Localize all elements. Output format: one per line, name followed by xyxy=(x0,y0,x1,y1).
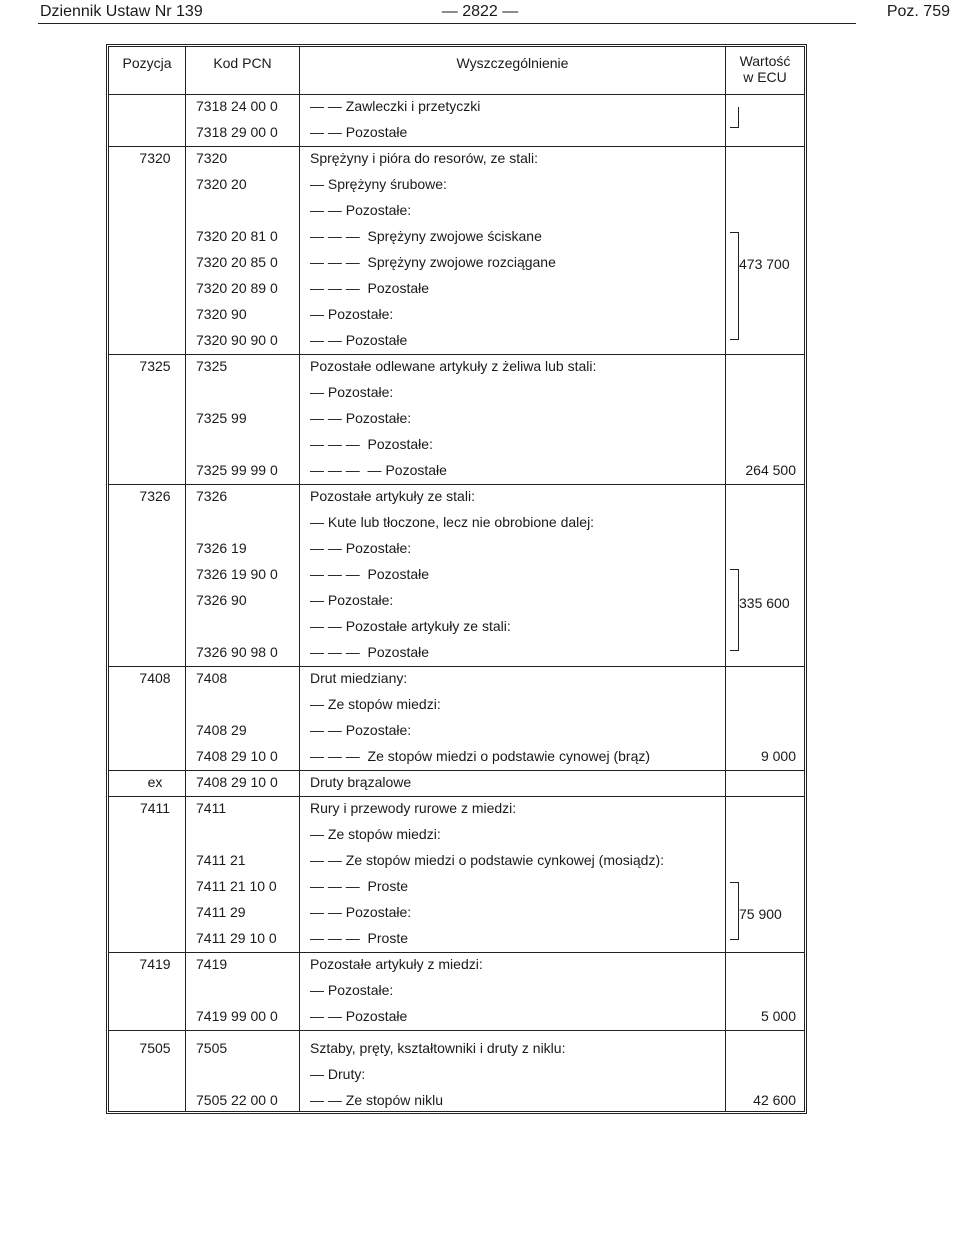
wyszczegolnienie-cell: — — — Pozostałe xyxy=(310,280,430,296)
section-divider xyxy=(109,770,804,771)
kod-pcn-cell: 7411 29 10 0 xyxy=(196,930,277,946)
table-row xyxy=(109,224,804,250)
kod-pcn-cell: 7419 99 00 0 xyxy=(196,1008,278,1024)
col-header-wartosc-line1: Wartość xyxy=(739,53,791,69)
wartosc-cell: 9 000 xyxy=(760,748,796,764)
header-rule xyxy=(38,23,856,24)
table-row xyxy=(109,744,804,770)
section-divider xyxy=(109,1030,804,1031)
wyszczegolnienie-cell: — Druty: xyxy=(310,1066,366,1082)
kod-pcn-cell: 7325 99 xyxy=(196,410,247,426)
col-header-wartosc xyxy=(726,53,804,85)
section-divider xyxy=(109,952,804,953)
wyszczegolnienie-cell: — — — Proste xyxy=(310,930,409,946)
pozycja-cell: 7326 xyxy=(139,488,171,504)
wyszczegolnienie-cell: Druty brązalowe xyxy=(310,774,412,790)
wyszczegolnienie-cell: — — — Proste xyxy=(310,878,409,894)
wyszczegolnienie-cell: — — — Pozostałe xyxy=(310,566,430,582)
kod-pcn-cell: 7326 19 90 0 xyxy=(196,566,278,582)
table-row xyxy=(109,354,804,380)
pozycja-cell: 7320 xyxy=(139,150,171,166)
table-row xyxy=(109,536,804,562)
wyszczegolnienie-cell: — — Ze stopów niklu xyxy=(310,1092,444,1108)
kod-pcn-cell: 7320 20 81 0 xyxy=(196,228,278,244)
wyszczegolnienie-cell: — — Ze stopów miedzi o podstawie cynkowej (mosiądz): xyxy=(310,852,665,868)
wyszczegolnienie-cell: Sztaby, pręty, kształtowniki i druty z niklu: xyxy=(310,1040,566,1056)
section-divider xyxy=(109,796,804,797)
wyszczegolnienie-cell: — — — Sprężyny zwojowe ściskane xyxy=(310,228,542,244)
kod-pcn-cell: 7320 20 85 0 xyxy=(196,254,278,270)
wyszczegolnienie-cell: — — Pozostałe: xyxy=(310,904,412,920)
table-row xyxy=(109,406,804,432)
kod-pcn-cell: 7419 xyxy=(196,956,228,972)
table-row xyxy=(109,484,804,510)
wyszczegolnienie-cell: Sprężyny i pióra do resorów, ze stali: xyxy=(310,150,538,166)
col-header-wartosc-line2: w ECU xyxy=(743,69,787,85)
pozycja-cell: 7505 xyxy=(139,1040,171,1056)
col-header-wyszczegolnienie: Wyszczególnienie xyxy=(456,55,569,71)
section-divider xyxy=(109,484,804,485)
bracket-value: 75 900 xyxy=(739,906,782,922)
table-row xyxy=(109,1036,804,1062)
wyszczegolnienie-cell: — — Pozostałe: xyxy=(310,410,412,426)
table-row xyxy=(109,328,804,354)
kod-pcn-cell: 7318 29 00 0 xyxy=(196,124,278,140)
kod-pcn-cell: 7411 21 10 0 xyxy=(196,878,277,894)
wyszczegolnienie-cell: — — Zawleczki i przetyczki xyxy=(310,98,481,114)
table-row xyxy=(109,458,804,484)
kod-pcn-cell: 7325 99 99 0 xyxy=(196,462,278,478)
table-row xyxy=(109,562,804,588)
kod-pcn-cell: 7320 90 90 0 xyxy=(196,332,278,348)
section-divider xyxy=(109,146,804,147)
table-row xyxy=(109,926,804,952)
kod-pcn-cell: 7505 xyxy=(196,1040,228,1056)
table-row xyxy=(109,614,804,640)
wyszczegolnienie-cell: — Ze stopów miedzi: xyxy=(310,826,441,842)
table-row xyxy=(109,640,804,666)
table-row xyxy=(109,146,804,172)
section-divider xyxy=(109,666,804,667)
wyszczegolnienie-cell: Pozostałe odlewane artykuły z żeliwa lub stali: xyxy=(310,358,597,374)
table-row xyxy=(109,848,804,874)
wyszczegolnienie-cell: — — Pozostałe xyxy=(310,332,408,348)
wyszczegolnienie-cell: — — — Pozostałe: xyxy=(310,436,433,452)
pozycja-cell: 7411 xyxy=(139,800,171,816)
table-row xyxy=(109,978,804,1004)
wyszczegolnienie-cell: — Ze stopów miedzi: xyxy=(310,696,441,712)
col-header-kod-pcn: Kod PCN xyxy=(213,55,272,71)
wyszczegolnienie-cell: — — — Sprężyny zwojowe rozciągane xyxy=(310,254,556,270)
section-divider xyxy=(109,354,804,355)
table-row xyxy=(109,692,804,718)
kod-pcn-cell: 7320 90 xyxy=(196,306,247,322)
wyszczegolnienie-cell: Pozostałe artykuły z miedzi: xyxy=(310,956,483,972)
wartosc-cell: 264 500 xyxy=(745,462,796,478)
table-row xyxy=(109,94,804,120)
table-row xyxy=(109,432,804,458)
kod-pcn-cell: 7326 xyxy=(196,488,228,504)
table-row xyxy=(109,198,804,224)
table-row xyxy=(109,952,804,978)
item-number: Poz. 759 xyxy=(886,3,950,20)
table-row xyxy=(109,900,804,926)
kod-pcn-cell: 7505 22 00 0 xyxy=(196,1092,278,1108)
pozycja-cell: ex xyxy=(147,774,163,790)
bracket-value: 335 600 xyxy=(739,595,790,611)
table-row xyxy=(109,510,804,536)
wyszczegolnienie-cell: — Pozostałe: xyxy=(310,384,394,400)
kod-pcn-cell: 7320 xyxy=(196,150,228,166)
table-row xyxy=(109,250,804,276)
wyszczegolnienie-cell: Rury i przewody rurowe z miedzi: xyxy=(310,800,517,816)
table-row xyxy=(109,770,804,796)
wyszczegolnienie-cell: — Kute lub tłoczone, lecz nie obrobione dalej: xyxy=(310,514,595,530)
wyszczegolnienie-cell: — Pozostałe: xyxy=(310,306,394,322)
table-row xyxy=(109,380,804,406)
table-row xyxy=(109,1004,804,1030)
page-number: — 2822 — xyxy=(441,3,519,20)
pozycja-cell: 7408 xyxy=(139,670,171,686)
kod-pcn-cell: 7320 20 89 0 xyxy=(196,280,278,296)
kod-pcn-cell: 7408 29 xyxy=(196,722,247,738)
kod-pcn-cell: 7320 20 xyxy=(196,176,247,192)
wyszczegolnienie-cell: — — Pozostałe xyxy=(310,124,408,140)
wartosc-cell: 42 600 xyxy=(753,1092,796,1108)
kod-pcn-cell: 7411 21 xyxy=(196,852,246,868)
table-row xyxy=(109,276,804,302)
wyszczegolnienie-cell: — — — — Pozostałe xyxy=(310,462,447,478)
bracket xyxy=(730,569,739,651)
wyszczegolnienie-cell: — Pozostałe: xyxy=(310,592,394,608)
bracket xyxy=(730,107,739,128)
table-row xyxy=(109,172,804,198)
table-row xyxy=(109,666,804,692)
wyszczegolnienie-cell: — — Pozostałe: xyxy=(310,722,412,738)
pozycja-cell: 7325 xyxy=(139,358,171,374)
table-row xyxy=(109,874,804,900)
journal-title: Dziennik Ustaw Nr 139 xyxy=(40,3,203,20)
wyszczegolnienie-cell: Pozostałe artykuły ze stali: xyxy=(310,488,475,504)
wyszczegolnienie-cell: — — Pozostałe: xyxy=(310,540,412,556)
wyszczegolnienie-cell: — Pozostałe: xyxy=(310,982,394,998)
wartosc-cell: 5 000 xyxy=(760,1008,796,1024)
bracket xyxy=(730,232,739,340)
table-row xyxy=(109,1062,804,1088)
wyszczegolnienie-cell: — — — Ze stopów miedzi o podstawie cynowej (brąz) xyxy=(310,748,651,764)
wyszczegolnienie-cell: — — — Pozostałe xyxy=(310,644,430,660)
wyszczegolnienie-cell: — — Pozostałe xyxy=(310,1008,408,1024)
kod-pcn-cell: 7408 xyxy=(196,670,228,686)
kod-pcn-cell: 7411 29 xyxy=(196,904,246,920)
kod-pcn-cell: 7326 90 98 0 xyxy=(196,644,278,660)
table-row xyxy=(109,120,804,146)
tariff-table xyxy=(106,44,807,1114)
kod-pcn-cell: 7325 xyxy=(196,358,228,374)
kod-pcn-cell: 7408 29 10 0 xyxy=(196,748,278,764)
kod-pcn-cell: 7318 24 00 0 xyxy=(196,98,278,114)
table-row xyxy=(109,822,804,848)
table-row xyxy=(109,302,804,328)
wyszczegolnienie-cell: — — Pozostałe: xyxy=(310,202,412,218)
table-row xyxy=(109,718,804,744)
wyszczegolnienie-cell: — — Pozostałe artykuły ze stali: xyxy=(310,618,511,634)
kod-pcn-cell: 7326 90 xyxy=(196,592,247,608)
table-row xyxy=(109,796,804,822)
table-row xyxy=(109,588,804,614)
col-header-pozycja: Pozycja xyxy=(122,55,172,71)
bracket-value: 473 700 xyxy=(739,256,790,272)
pozycja-cell: 7419 xyxy=(139,956,171,972)
table-row xyxy=(109,1088,804,1114)
wyszczegolnienie-cell: Drut miedziany: xyxy=(310,670,408,686)
kod-pcn-cell: 7411 xyxy=(196,800,227,816)
kod-pcn-cell: 7326 19 xyxy=(196,540,247,556)
wyszczegolnienie-cell: — Sprężyny śrubowe: xyxy=(310,176,447,192)
kod-pcn-cell: 7408 29 10 0 xyxy=(196,774,278,790)
bracket xyxy=(730,882,739,940)
